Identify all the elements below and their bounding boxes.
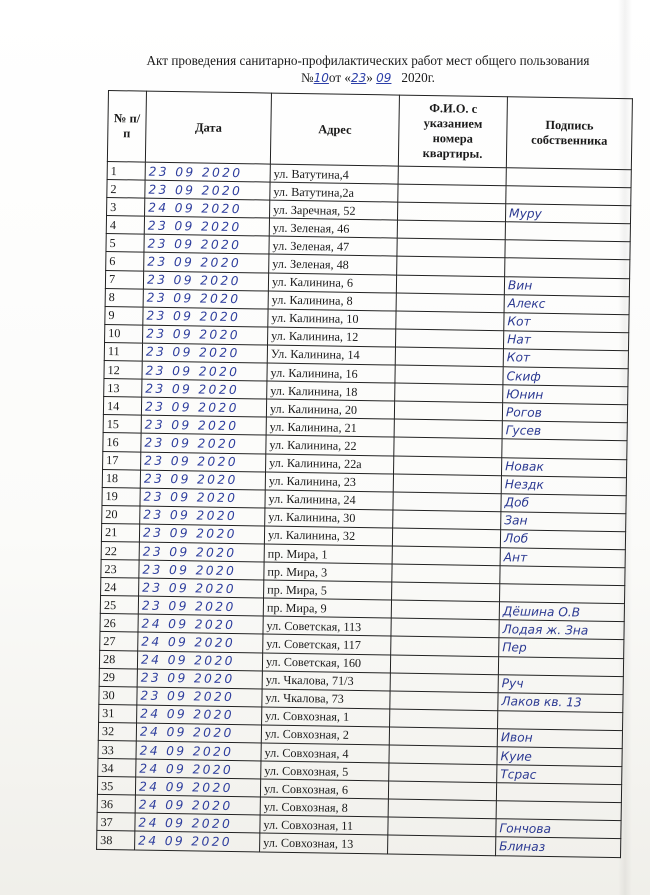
row-signature: Новак (501, 457, 626, 477)
row-number: 29 (99, 668, 137, 687)
row-fio (389, 763, 497, 783)
row-date: 23 09 2020 (142, 379, 267, 399)
row-fio (396, 311, 504, 331)
row-number: 22 (101, 541, 139, 560)
column-header-address: Адрес (270, 93, 399, 166)
row-date: 24 09 2020 (135, 813, 260, 833)
row-address: ул. Калинина, 18 (267, 381, 395, 401)
row-number: 35 (97, 777, 135, 796)
row-fio (392, 546, 500, 566)
row-address: ул. Калинина, 22а (266, 454, 394, 474)
row-signature: Гончова (496, 819, 621, 839)
row-date: 23 09 2020 (137, 669, 262, 689)
row-signature (498, 711, 623, 731)
row-date: 24 09 2020 (137, 705, 262, 725)
row-fio (388, 781, 496, 801)
row-number: 28 (99, 650, 137, 669)
row-fio (388, 835, 496, 855)
row-number: 26 (100, 614, 138, 633)
row-date: 24 09 2020 (145, 198, 270, 218)
row-fio (397, 238, 505, 258)
row-signature: Рогов (502, 403, 627, 423)
row-signature: Лаков кв. 13 (498, 692, 623, 712)
row-date: 23 09 2020 (140, 506, 265, 526)
row-address: ул. Совхозная, 1 (262, 707, 390, 727)
row-date: 23 09 2020 (144, 216, 269, 236)
row-fio (396, 275, 504, 295)
row-number: 23 (101, 560, 139, 579)
row-date: 24 09 2020 (136, 741, 261, 761)
row-number: 34 (98, 759, 136, 778)
row-signature (502, 439, 627, 459)
row-address: пр. Мира, 9 (263, 598, 391, 618)
row-signature: Ивон (497, 729, 622, 749)
row-fio (394, 419, 502, 439)
row-number: 36 (97, 795, 135, 814)
row-number: 3 (107, 198, 145, 217)
row-date: 23 09 2020 (144, 234, 269, 254)
row-date: 24 09 2020 (135, 831, 260, 851)
row-date: 23 09 2020 (140, 470, 265, 490)
row-fio (391, 636, 499, 656)
row-signature (505, 240, 630, 260)
act-number: 10 (313, 71, 329, 85)
row-fio (393, 510, 501, 530)
row-address: Ул. Калинина, 14 (267, 345, 395, 365)
row-number: 18 (102, 469, 140, 488)
row-address: ул. Калинина, 20 (266, 399, 394, 419)
row-address: ул. Зеленая, 46 (269, 218, 397, 238)
row-number: 9 (105, 306, 143, 325)
row-date: 24 09 2020 (135, 795, 260, 815)
row-fio (390, 709, 498, 729)
row-date: 23 09 2020 (143, 271, 268, 291)
row-address: ул. Советская, 117 (263, 634, 391, 654)
row-number: 19 (102, 487, 140, 506)
row-fio (389, 745, 497, 765)
row-fio (397, 202, 505, 222)
column-header-date: Дата (145, 91, 271, 164)
row-address: ул. Ватутина,2а (270, 182, 398, 202)
row-address: ул. Калинина, 8 (268, 291, 396, 311)
row-address: ул. Совхозная, 2 (261, 725, 389, 745)
row-date: 24 09 2020 (135, 777, 260, 797)
act-number-prefix: № (301, 70, 314, 85)
date-from-label: от « (328, 70, 351, 85)
row-address: ул. Заречная, 52 (270, 200, 398, 220)
row-signature: Юнин (503, 385, 628, 405)
row-date: 23 09 2020 (145, 180, 270, 200)
row-signature: Вин (504, 276, 629, 296)
row-signature: Дёшина О.В (499, 602, 624, 622)
row-signature (496, 783, 621, 803)
row-date: 23 09 2020 (142, 361, 267, 381)
row-date: 23 09 2020 (141, 433, 266, 453)
row-signature (500, 566, 625, 586)
row-address: ул. Калинина, 21 (266, 417, 394, 437)
row-number: 2 (107, 180, 145, 199)
row-fio (390, 655, 498, 675)
row-number: 31 (99, 704, 137, 723)
row-date: 23 09 2020 (139, 560, 264, 580)
row-number: 10 (105, 324, 143, 343)
row-address: ул. Калинина, 10 (268, 309, 396, 329)
row-date: 23 09 2020 (141, 397, 266, 417)
row-address: ул. Совхозная, 13 (260, 833, 388, 853)
row-signature: Скиф (503, 367, 628, 387)
row-number: 8 (105, 288, 143, 307)
row-signature (500, 584, 625, 604)
row-number: 12 (104, 361, 142, 380)
row-fio (392, 564, 500, 584)
act-month: 09 (376, 71, 392, 85)
row-fio (395, 329, 503, 349)
row-number: 24 (101, 578, 139, 597)
row-signature: Кот (503, 349, 628, 369)
row-address: ул. Совхозная, 11 (260, 815, 388, 835)
row-number: 5 (106, 234, 144, 253)
row-signature: Куие (497, 747, 622, 767)
document-title (118, 52, 618, 87)
row-number: 20 (102, 505, 140, 524)
row-address: ул. Калинина, 32 (264, 526, 392, 546)
table-header-row (107, 91, 632, 170)
row-signature: Руч (498, 674, 623, 694)
row-address: ул. Калинина, 23 (265, 472, 393, 492)
row-date: 24 09 2020 (138, 632, 263, 652)
row-number: 17 (103, 451, 141, 470)
row-number: 7 (105, 270, 143, 289)
column-header-number: № п/п (107, 91, 146, 163)
row-fio (388, 817, 496, 837)
row-date: 23 09 2020 (140, 488, 265, 508)
row-date: 23 09 2020 (138, 596, 263, 616)
row-number: 38 (97, 831, 135, 850)
row-fio (395, 365, 503, 385)
row-fio (389, 727, 497, 747)
row-signature: Доб (501, 493, 626, 513)
row-fio (390, 691, 498, 711)
row-address: ул. Советская, 113 (263, 616, 391, 636)
row-fio (398, 166, 506, 186)
row-fio (391, 618, 499, 638)
row-date: 24 09 2020 (137, 651, 262, 671)
row-fio (395, 383, 503, 403)
row-signature: Нездк (501, 475, 626, 495)
row-signature: Блиназ (496, 837, 621, 857)
row-fio (388, 799, 496, 819)
row-number: 6 (106, 252, 144, 271)
row-signature: Нат (503, 331, 628, 351)
row-address: ул. Калинина, 6 (268, 273, 396, 293)
row-signature: Гусев (502, 421, 627, 441)
row-number: 11 (104, 342, 142, 361)
row-signature: Кот (504, 312, 629, 332)
row-fio (396, 293, 504, 313)
row-signature: Лоб (500, 530, 625, 550)
row-signature: Тсрас (497, 765, 622, 785)
row-signature: Лодая ж. Зна (499, 620, 624, 640)
row-number: 1 (107, 161, 145, 180)
act-year: 2020г. (401, 70, 435, 85)
row-address: ул. Калинина, 22 (266, 435, 394, 455)
row-fio (397, 220, 505, 240)
row-number: 33 (98, 740, 136, 759)
row-fio (397, 257, 505, 277)
row-fio (394, 456, 502, 476)
row-fio (391, 600, 499, 620)
row-address: пр. Мира, 1 (264, 544, 392, 564)
row-address: ул. Калинина, 16 (267, 363, 395, 383)
row-signature (496, 801, 621, 821)
row-address: пр. Мира, 3 (264, 562, 392, 582)
row-number: 13 (104, 379, 142, 398)
row-number: 37 (97, 813, 135, 832)
row-fio (393, 492, 501, 512)
row-fio (394, 401, 502, 421)
row-signature: Зан (501, 512, 626, 532)
column-header-signature: Подпись собственника (506, 97, 632, 170)
row-signature (505, 222, 630, 242)
row-signature (506, 186, 631, 206)
row-date: 23 09 2020 (145, 162, 270, 182)
row-date: 23 09 2020 (144, 253, 269, 273)
row-date: 24 09 2020 (136, 759, 261, 779)
row-date: 23 09 2020 (139, 578, 264, 598)
row-fio (395, 347, 503, 367)
row-address: ул. Совхозная, 5 (261, 761, 389, 781)
row-number: 4 (106, 216, 144, 235)
row-date: 23 09 2020 (141, 415, 266, 435)
row-address: ул. Калинина, 30 (265, 508, 393, 528)
row-fio (394, 437, 502, 457)
row-address: ул. Совхозная, 4 (261, 743, 389, 763)
row-signature (506, 168, 631, 188)
row-signature: Алекс (504, 294, 629, 314)
row-address: ул. Совхозная, 6 (260, 779, 388, 799)
act-table (96, 90, 633, 858)
row-date: 24 09 2020 (138, 614, 263, 634)
act-day: 23 (351, 71, 367, 85)
row-signature (498, 656, 623, 676)
row-fio (392, 528, 500, 548)
row-number: 16 (103, 433, 141, 452)
row-address: ул. Чкалова, 71/3 (262, 671, 390, 691)
column-header-fio: Ф.И.О. с указанием номера квартиры. (398, 95, 507, 168)
row-date: 23 09 2020 (137, 687, 262, 707)
row-date: 23 09 2020 (143, 307, 268, 327)
row-date: 23 09 2020 (143, 325, 268, 345)
row-date: 23 09 2020 (139, 542, 264, 562)
row-fio (398, 184, 506, 204)
row-number: 27 (100, 632, 138, 651)
row-number: 25 (100, 596, 138, 615)
row-signature: Муру (505, 204, 630, 224)
row-date: 23 09 2020 (142, 343, 267, 363)
row-signature (505, 258, 630, 278)
row-signature: Ант (500, 548, 625, 568)
row-number: 30 (99, 686, 137, 705)
row-date: 23 09 2020 (143, 289, 268, 309)
row-address: ул. Чкалова, 73 (262, 689, 390, 709)
row-number: 21 (101, 523, 139, 542)
row-fio (390, 673, 498, 693)
row-number: 15 (103, 415, 141, 434)
row-date: 23 09 2020 (139, 524, 264, 544)
row-address: ул. Калинина, 12 (268, 327, 396, 347)
row-number: 14 (103, 397, 141, 416)
title-line-1: Акт проведения санитарно-профилактических работ мест общего пользования (146, 53, 590, 68)
row-address: ул. Ватутина,4 (270, 164, 398, 184)
row-number: 32 (98, 722, 136, 741)
row-signature: Пер (499, 638, 624, 658)
row-date: 24 09 2020 (136, 723, 261, 743)
row-address: пр. Мира, 5 (264, 580, 392, 600)
row-date: 23 09 2020 (141, 452, 266, 472)
date-separator: » (366, 70, 373, 85)
row-fio (392, 582, 500, 602)
row-fio (393, 474, 501, 494)
row-address: ул. Зеленая, 47 (269, 236, 397, 256)
row-address: ул. Калинина, 24 (265, 490, 393, 510)
row-address: ул. Совхозная, 8 (260, 797, 388, 817)
title-line-2 (118, 69, 618, 87)
table-body (97, 161, 632, 857)
row-address: ул. Зеленая, 48 (269, 255, 397, 275)
row-address: ул. Советская, 160 (262, 653, 390, 673)
